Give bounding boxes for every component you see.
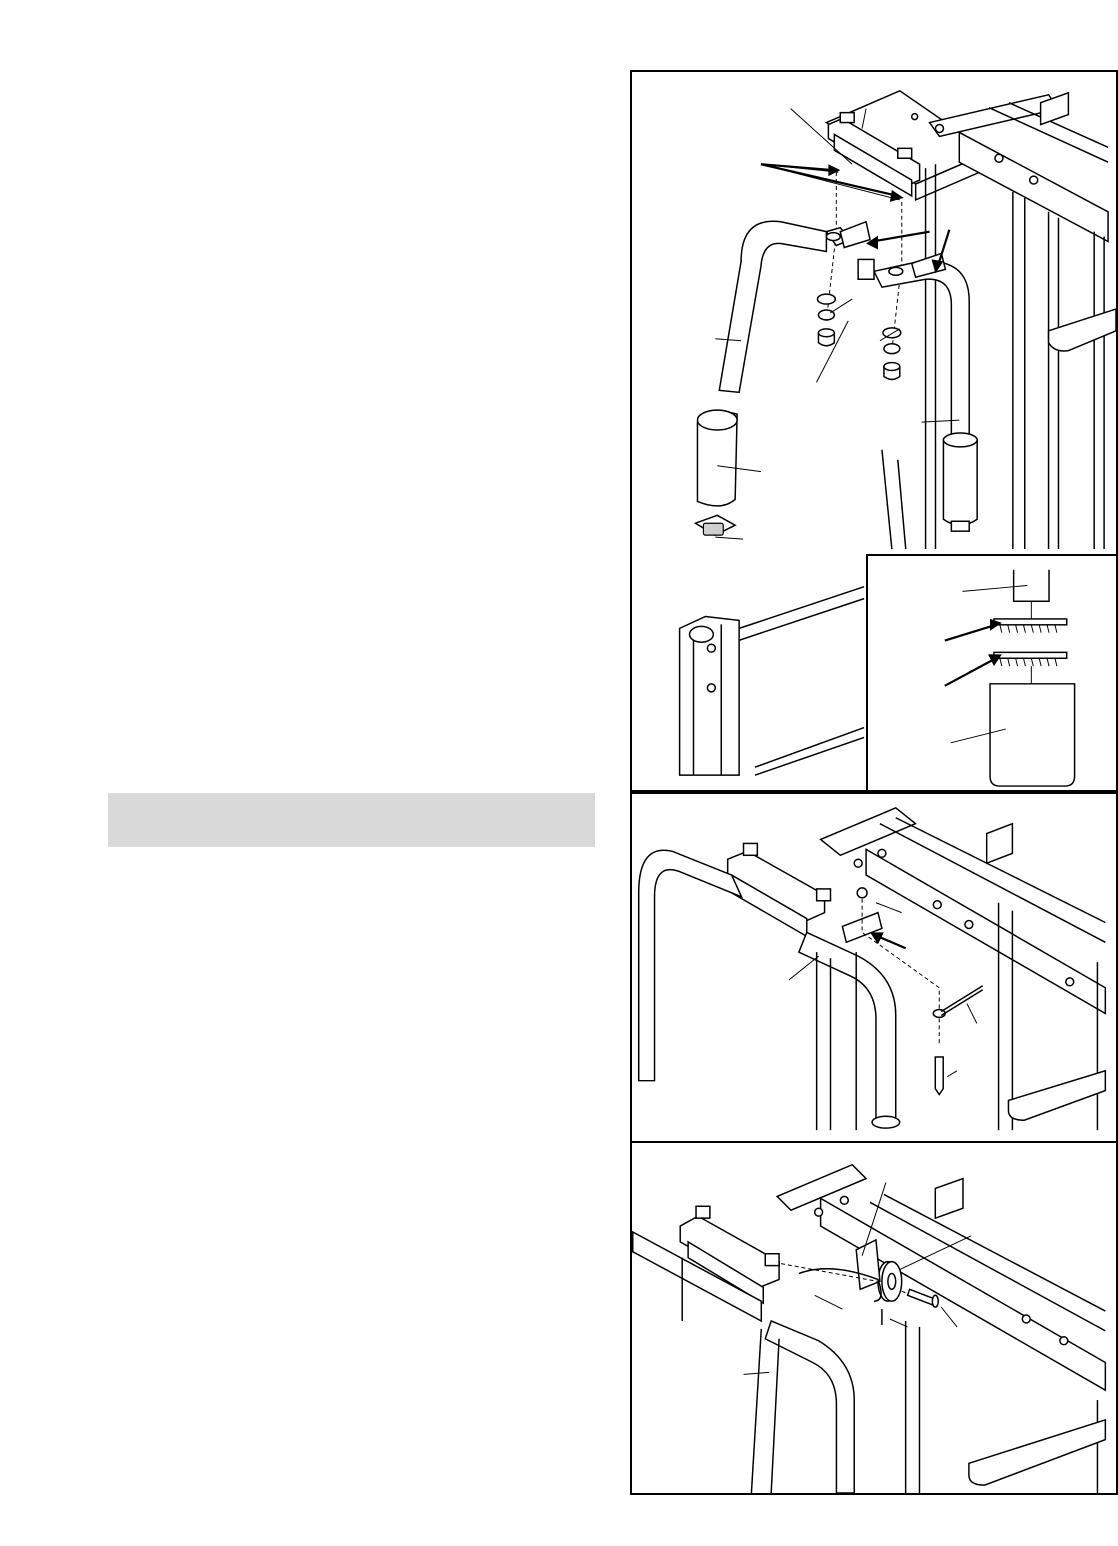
- inset-ribbed-washers: [994, 619, 1067, 684]
- figure-2-panel: [630, 792, 1118, 1143]
- inset-foam-pad: [990, 684, 1075, 786]
- left-handle: [719, 221, 870, 392]
- step-banner: [108, 793, 595, 847]
- figure-3-panel: [630, 1141, 1118, 1495]
- figure-2-frame: [728, 808, 1106, 1014]
- washers: [817, 294, 900, 379]
- figure-1-inset-panel: [866, 554, 1118, 792]
- figure-2-drawing: [632, 794, 1116, 1141]
- spacer-block: [858, 259, 874, 279]
- figure-3-drawing: [632, 1143, 1116, 1493]
- left-foam-pad: [695, 410, 737, 535]
- figure-1-inset-drawing: [868, 556, 1116, 790]
- right-foam-pad: [943, 433, 977, 531]
- inset-tube: [1014, 570, 1049, 619]
